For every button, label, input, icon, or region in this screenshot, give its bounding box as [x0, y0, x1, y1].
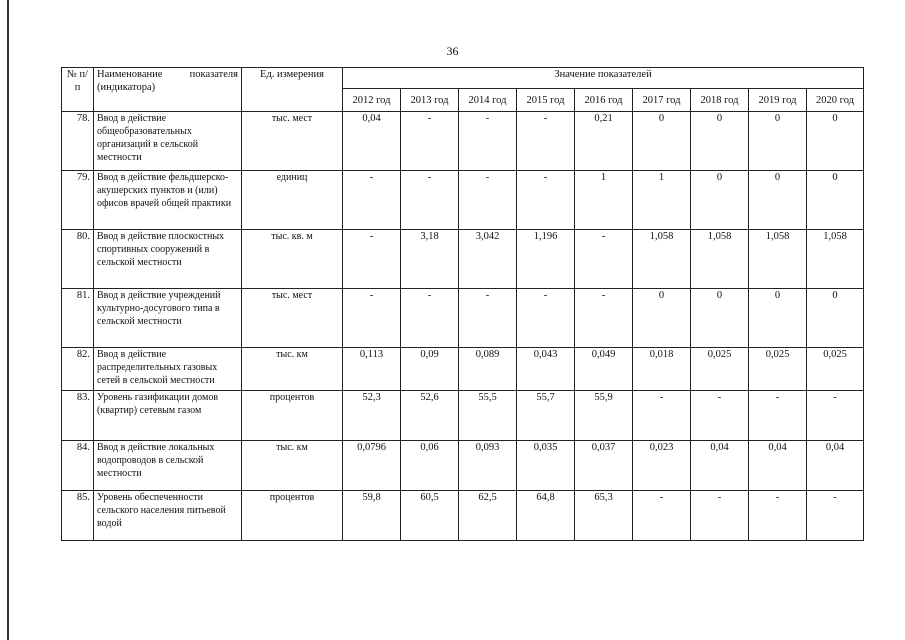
indicator-name: Уровень газификации домов (квартир) сетевым газом [94, 391, 242, 441]
indicator-unit: тыс. мест [242, 289, 343, 348]
header-year: 2019 год [749, 89, 807, 112]
header-year: 2017 год [633, 89, 691, 112]
table-row [62, 491, 864, 541]
indicator-value: 0,0796 [343, 441, 401, 491]
indicator-value: - [343, 171, 401, 230]
indicator-value: 0 [749, 171, 807, 230]
indicator-value: - [807, 391, 864, 441]
indicator-value: 60,5 [401, 491, 459, 541]
indicator-value: 0,04 [343, 112, 401, 171]
table-row [62, 112, 864, 171]
indicator-value: - [459, 289, 517, 348]
indicator-value: 0,21 [575, 112, 633, 171]
indicator-value: - [343, 289, 401, 348]
indicator-value: 55,5 [459, 391, 517, 441]
indicator-value: - [575, 230, 633, 289]
indicator-value: 55,9 [575, 391, 633, 441]
indicator-value: 0,113 [343, 348, 401, 391]
indicator-unit: единиц [242, 171, 343, 230]
indicator-value: 0 [691, 112, 749, 171]
indicator-value: - [517, 289, 575, 348]
indicator-value: 55,7 [517, 391, 575, 441]
indicator-value: - [633, 491, 691, 541]
indicator-value: 0 [691, 171, 749, 230]
indicator-name: Ввод в действие распределительных газовых сетей в сельской местности [94, 348, 242, 391]
indicator-value: 3,042 [459, 230, 517, 289]
header-indicator-name: Наименование показателя (индикатора) [94, 68, 242, 112]
table-row [62, 230, 864, 289]
indicator-value: 0,025 [749, 348, 807, 391]
header-year: 2012 год [343, 89, 401, 112]
indicator-value: 1,058 [691, 230, 749, 289]
indicator-value: 0 [633, 289, 691, 348]
row-number: 81. [62, 289, 94, 348]
indicator-value: 0,093 [459, 441, 517, 491]
header-year: 2014 год [459, 89, 517, 112]
indicator-value: - [575, 289, 633, 348]
indicators-table [61, 67, 864, 541]
indicator-value: - [807, 491, 864, 541]
indicator-value: 0,04 [749, 441, 807, 491]
indicator-value: 0,09 [401, 348, 459, 391]
indicator-value: 0,025 [691, 348, 749, 391]
indicator-name: Ввод в действие общеобразовательных организаций в сельской местности [94, 112, 242, 171]
row-number: 82. [62, 348, 94, 391]
indicator-value: 1,058 [807, 230, 864, 289]
row-number: 84. [62, 441, 94, 491]
page-number: 36 [446, 44, 459, 58]
table-row [62, 289, 864, 348]
indicator-unit: процентов [242, 391, 343, 441]
indicator-value: 0 [807, 171, 864, 230]
header-year: 2018 год [691, 89, 749, 112]
indicator-value: 0,089 [459, 348, 517, 391]
header-year: 2013 год [401, 89, 459, 112]
indicator-value: 0,035 [517, 441, 575, 491]
indicator-value: 52,6 [401, 391, 459, 441]
header-number: № п/п [62, 68, 94, 112]
indicator-unit: тыс. мест [242, 112, 343, 171]
indicator-value: 0,049 [575, 348, 633, 391]
indicator-value: - [633, 391, 691, 441]
indicator-unit: тыс. км [242, 348, 343, 391]
indicator-value: 59,8 [343, 491, 401, 541]
indicator-value: 0,04 [807, 441, 864, 491]
indicator-value: - [459, 171, 517, 230]
indicator-value: - [517, 112, 575, 171]
indicator-value: - [343, 230, 401, 289]
indicator-value: 0 [691, 289, 749, 348]
row-number: 85. [62, 491, 94, 541]
indicator-value: 0,023 [633, 441, 691, 491]
indicator-unit: тыс. км [242, 441, 343, 491]
indicator-value: - [517, 171, 575, 230]
indicator-value: - [749, 491, 807, 541]
indicator-unit: процентов [242, 491, 343, 541]
indicator-name: Ввод в действие локальных водопроводов в сельской местности [94, 441, 242, 491]
indicator-value: 0 [749, 289, 807, 348]
table-row [62, 391, 864, 441]
indicator-value: 0,018 [633, 348, 691, 391]
indicator-name: Ввод в действие плоскостных спортивных сооружений в сельской местности [94, 230, 242, 289]
indicator-value: 1,058 [633, 230, 691, 289]
indicator-value: - [459, 112, 517, 171]
indicator-value: 0 [807, 289, 864, 348]
indicator-value: 0,06 [401, 441, 459, 491]
header-unit: Ед. измерения [242, 68, 343, 112]
header-year: 2015 год [517, 89, 575, 112]
indicator-value: 1,058 [749, 230, 807, 289]
row-number: 78. [62, 112, 94, 171]
indicator-unit: тыс. кв. м [242, 230, 343, 289]
header-year: 2020 год [807, 89, 864, 112]
indicator-value: 1,196 [517, 230, 575, 289]
indicator-value: - [691, 391, 749, 441]
indicator-value: 0,025 [807, 348, 864, 391]
indicator-name: Ввод в действие учреждений культурно-досугового типа в сельской местности [94, 289, 242, 348]
indicator-value: 0,037 [575, 441, 633, 491]
indicator-value: 0 [633, 112, 691, 171]
table-row [62, 171, 864, 230]
indicator-name: Ввод в действие фельдшерско-акушерских пунктов и (или) офисов врачей общей практики [94, 171, 242, 230]
header-year: 2016 год [575, 89, 633, 112]
indicator-value: 64,8 [517, 491, 575, 541]
indicator-value: 1 [575, 171, 633, 230]
indicator-value: - [691, 491, 749, 541]
header-values: Значение показателей [343, 68, 864, 89]
row-number: 80. [62, 230, 94, 289]
indicator-value: 0,04 [691, 441, 749, 491]
indicator-value: 62,5 [459, 491, 517, 541]
page-margin-rule [7, 0, 9, 640]
indicator-value: 0 [807, 112, 864, 171]
indicator-value: - [401, 289, 459, 348]
indicator-value: - [749, 391, 807, 441]
indicator-value: 0,043 [517, 348, 575, 391]
row-number: 79. [62, 171, 94, 230]
row-number: 83. [62, 391, 94, 441]
indicator-value: 65,3 [575, 491, 633, 541]
indicator-value: 52,3 [343, 391, 401, 441]
table-row [62, 441, 864, 491]
table-row [62, 348, 864, 391]
indicator-value: - [401, 171, 459, 230]
indicator-value: 0 [749, 112, 807, 171]
indicator-value: 3,18 [401, 230, 459, 289]
indicator-value: - [401, 112, 459, 171]
indicator-value: 1 [633, 171, 691, 230]
indicator-name: Уровень обеспеченности сельского населения питьевой водой [94, 491, 242, 541]
